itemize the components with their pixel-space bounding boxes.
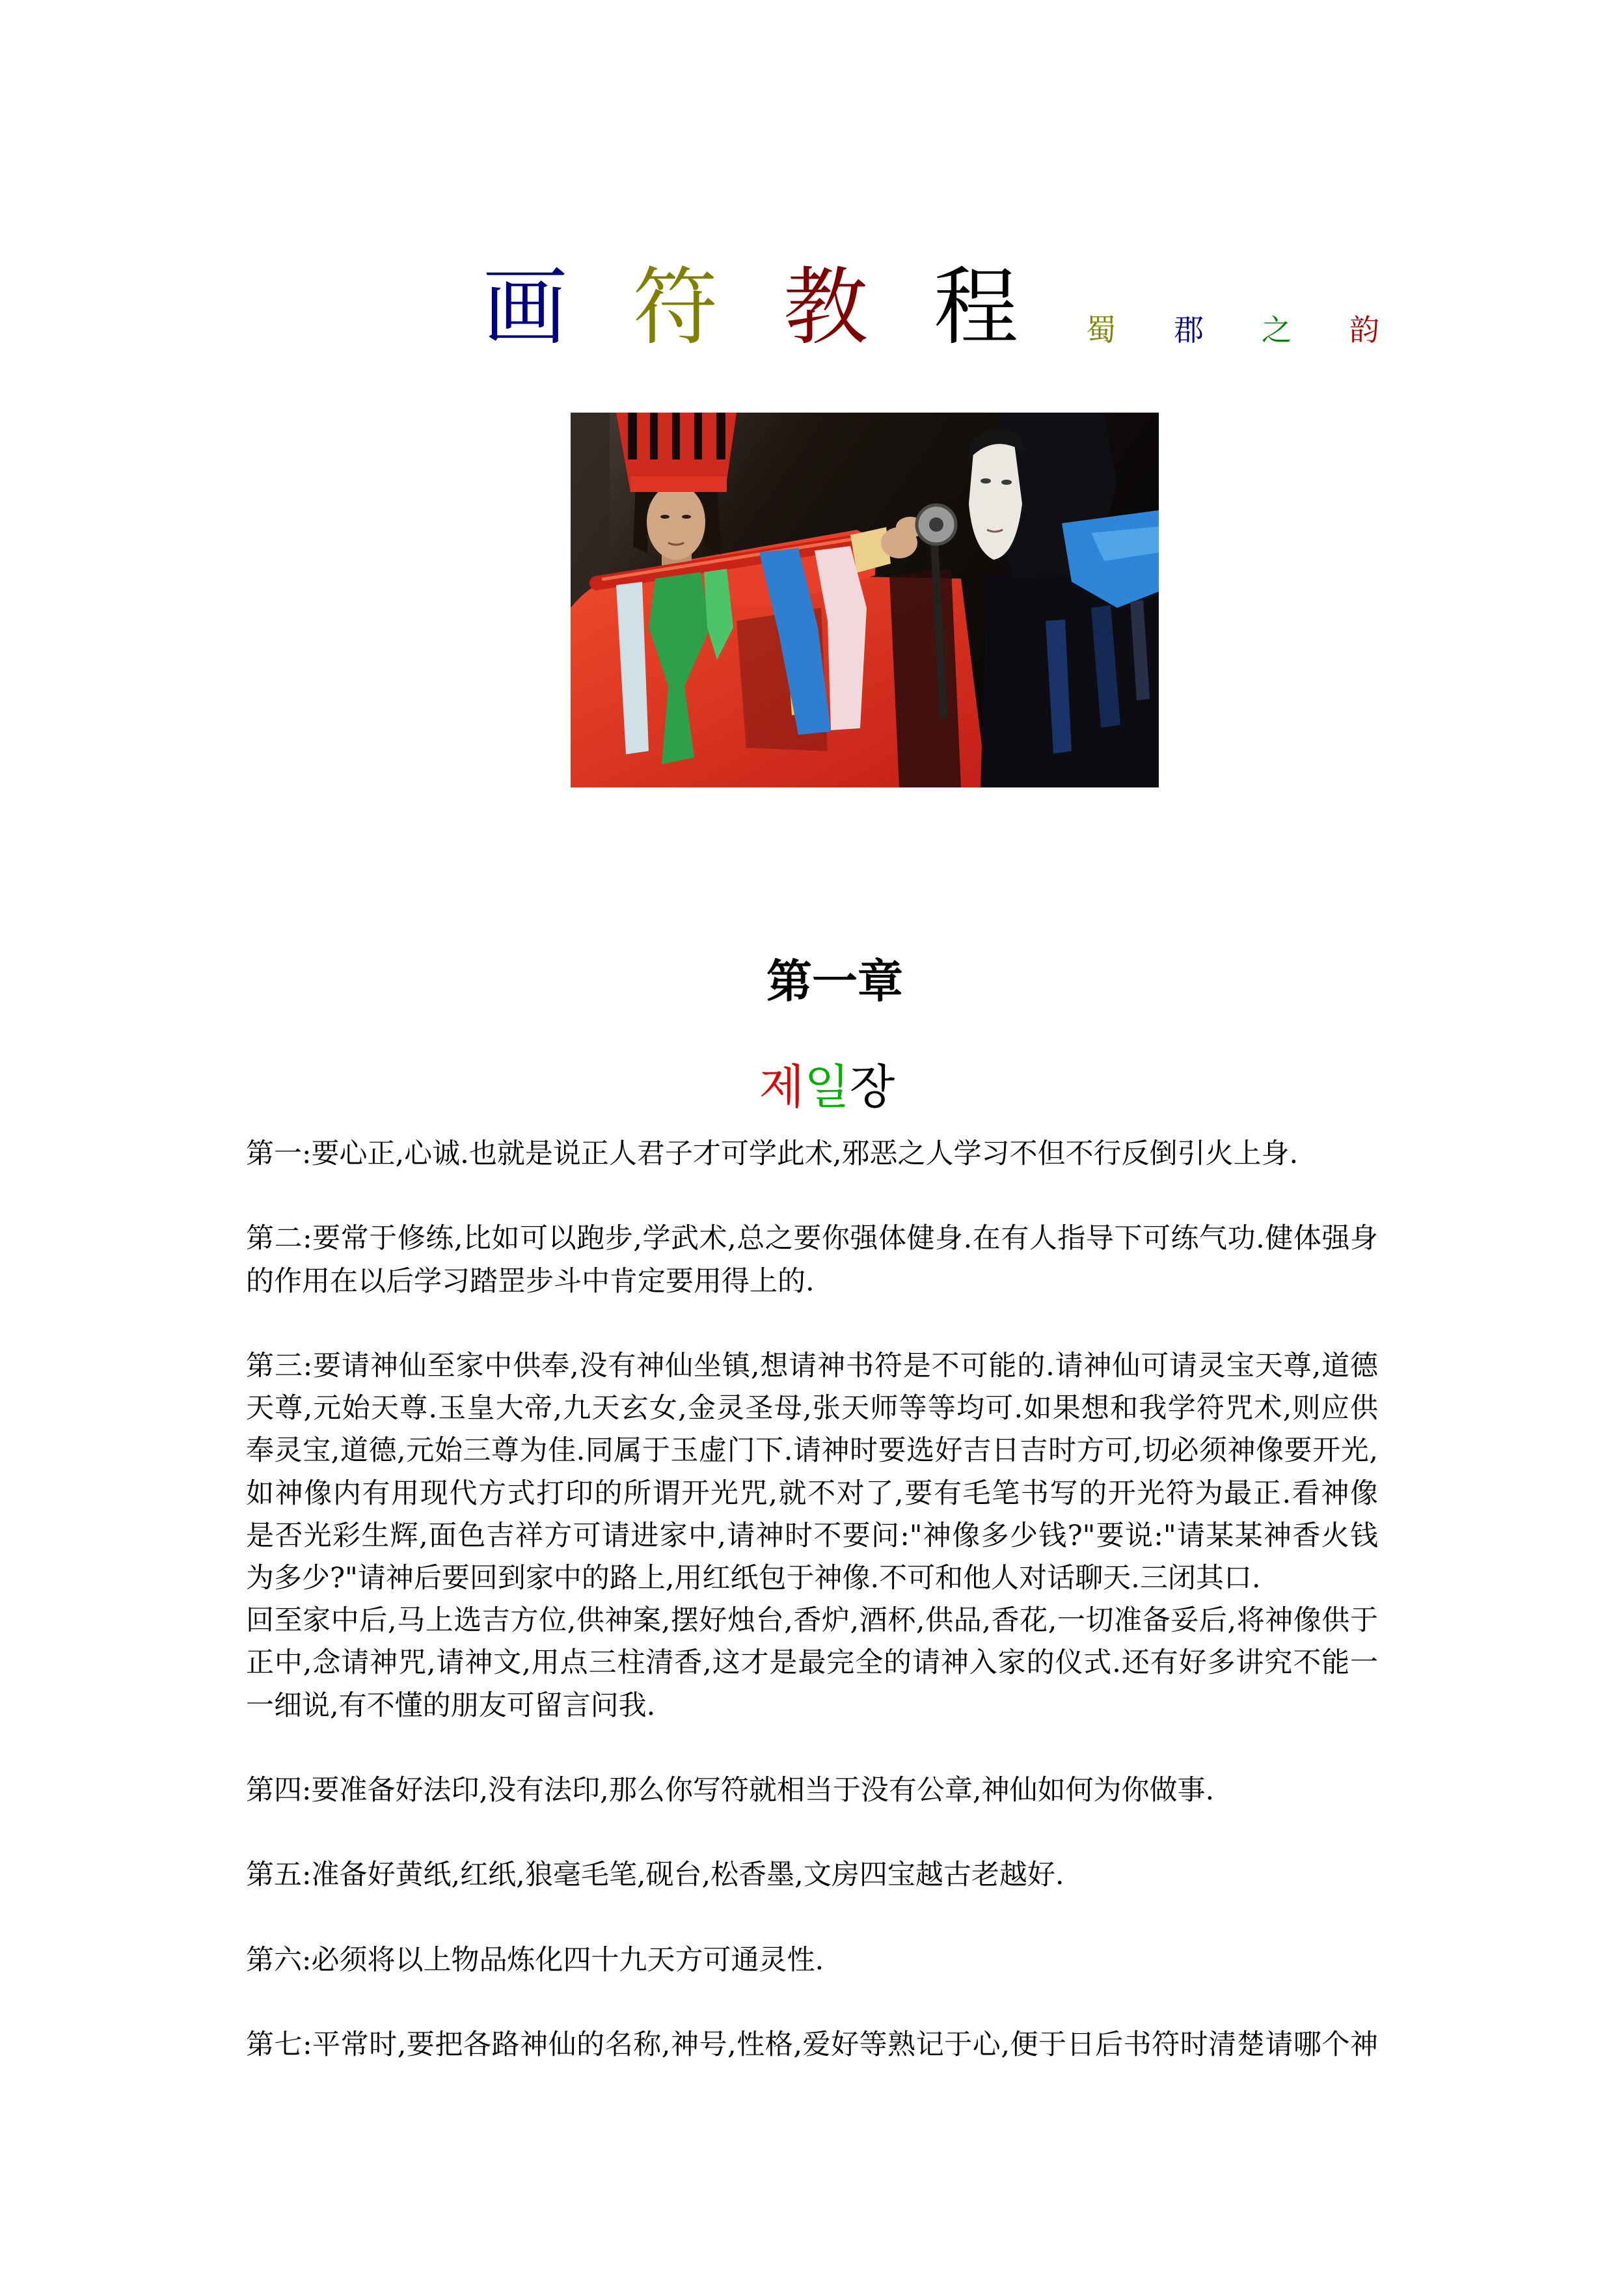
body-line: 第七:平常时,要把各路神仙的名称,神号,性格,爱好等熟记于心,便于日后书符时清楚请哪个神	[246, 2029, 1378, 2062]
paragraph-1	[246, 1133, 1378, 1175]
hat-stripe	[650, 413, 658, 459]
paragraph-3-continued	[246, 1600, 1378, 1727]
body-line: 奉灵宝,道德,元始三尊为佳.同属于玉虚门下.请神时要选好吉日吉时方可,切必须神像要开光,	[246, 1434, 1378, 1468]
title-char: 程	[934, 258, 1019, 357]
body-line: 第四:要准备好法印,没有法印,那么你写符就相当于没有公章,神仙如何为你做事.	[246, 1774, 1215, 1807]
body-line: 第一:要心正,心诚.也就是说正人君子才可学此术,邪恶之人学习不但不行反倒引火上身.	[246, 1138, 1299, 1170]
subtitle-char: 韵	[1349, 312, 1379, 348]
title-char: 符	[633, 258, 718, 357]
performer-eye	[682, 515, 691, 519]
hat-stripe	[716, 413, 725, 459]
robe-fold-shadow	[889, 569, 961, 787]
korean-heading-char: 일	[804, 1059, 850, 1114]
body-line: 正中,念请神咒,请神文,用点三柱清香,这才是最完全的请神入家的仪式.还有好多讲究不能一	[246, 1647, 1378, 1680]
hat-stripe	[694, 413, 702, 459]
paragraph-2	[246, 1218, 1378, 1302]
body-line: 一细说,有不懂的朋友可留言问我.	[246, 1689, 656, 1722]
title-char: 画	[483, 258, 568, 357]
korean-heading-char: 제	[759, 1059, 805, 1114]
korean-chapter-heading	[632, 1059, 1022, 1114]
paragraph-7	[246, 2024, 1378, 2066]
hat-band	[630, 476, 727, 492]
body-line: 第六:必须将以上物品炼化四十九天方可通灵性.	[246, 1943, 824, 1976]
body-line: 天尊,元始天尊.玉皇大帝,九天玄女,金灵圣母,张天师等等均可.如果想和我学符咒术,则应供	[246, 1392, 1378, 1425]
paragraph-4	[246, 1770, 1378, 1812]
body-line: 回至家中后,马上选吉方位,供神案,摆好烛台,香炉,酒杯,供品,香花,一切准备妥后,将神像供于	[246, 1604, 1378, 1637]
body-line: 第二:要常于修练,比如可以跑步,学武术,总之要你强体健身.在有人指导下可练气功.健体强身	[246, 1222, 1378, 1255]
paragraph-5	[246, 1854, 1378, 1896]
body-line: 如神像内有用现代方式打印的所谓开光咒,就不对了,要有毛笔书写的开光符为最正.看神像	[246, 1477, 1378, 1510]
hat-stripe	[672, 413, 680, 459]
mask-eye	[1001, 480, 1012, 485]
document-title	[483, 258, 1019, 357]
body-text	[246, 1133, 1378, 2066]
subtitle-char: 之	[1262, 312, 1292, 348]
mirror-center	[929, 517, 943, 532]
hat-stripe	[628, 413, 637, 459]
korean-heading-char: 장	[849, 1059, 895, 1114]
body-line: 是否光彩生辉,面色吉祥方可请进家中,请神时不要问:"神像多少钱?"要说:"请某某神香火钱	[246, 1519, 1378, 1552]
title-char: 教	[783, 258, 869, 357]
mask-eye	[981, 478, 991, 484]
chapter-heading: 第一章	[766, 955, 903, 1008]
performer-eye	[660, 515, 670, 519]
body-line: 的作用在以后学习踏罡步斗中肯定要用得上的.	[246, 1265, 815, 1298]
paragraph-6	[246, 1939, 1378, 1982]
paragraph-3	[246, 1345, 1378, 1600]
performer-face	[647, 484, 705, 560]
body-line: 第五:准备好黄纸,红纸,狼毫毛笔,砚台,松香墨,文房四宝越古老越好.	[246, 1859, 1064, 1892]
body-line: 第三:要请神仙至家中供奉,没有神仙坐镇,想请神书符是不可能的.请神仙可请灵宝天尊,道德	[246, 1349, 1378, 1382]
body-line: 为多少?"请神后要回到家中的路上,用红纸包于神像.不可和他人对话聊天.三闭其口.	[246, 1562, 1261, 1594]
subtitle-char: 蜀	[1086, 312, 1116, 348]
document-subtitle	[1085, 314, 1380, 346]
subtitle-char: 郡	[1174, 312, 1204, 348]
ritual-photo	[571, 413, 1159, 787]
